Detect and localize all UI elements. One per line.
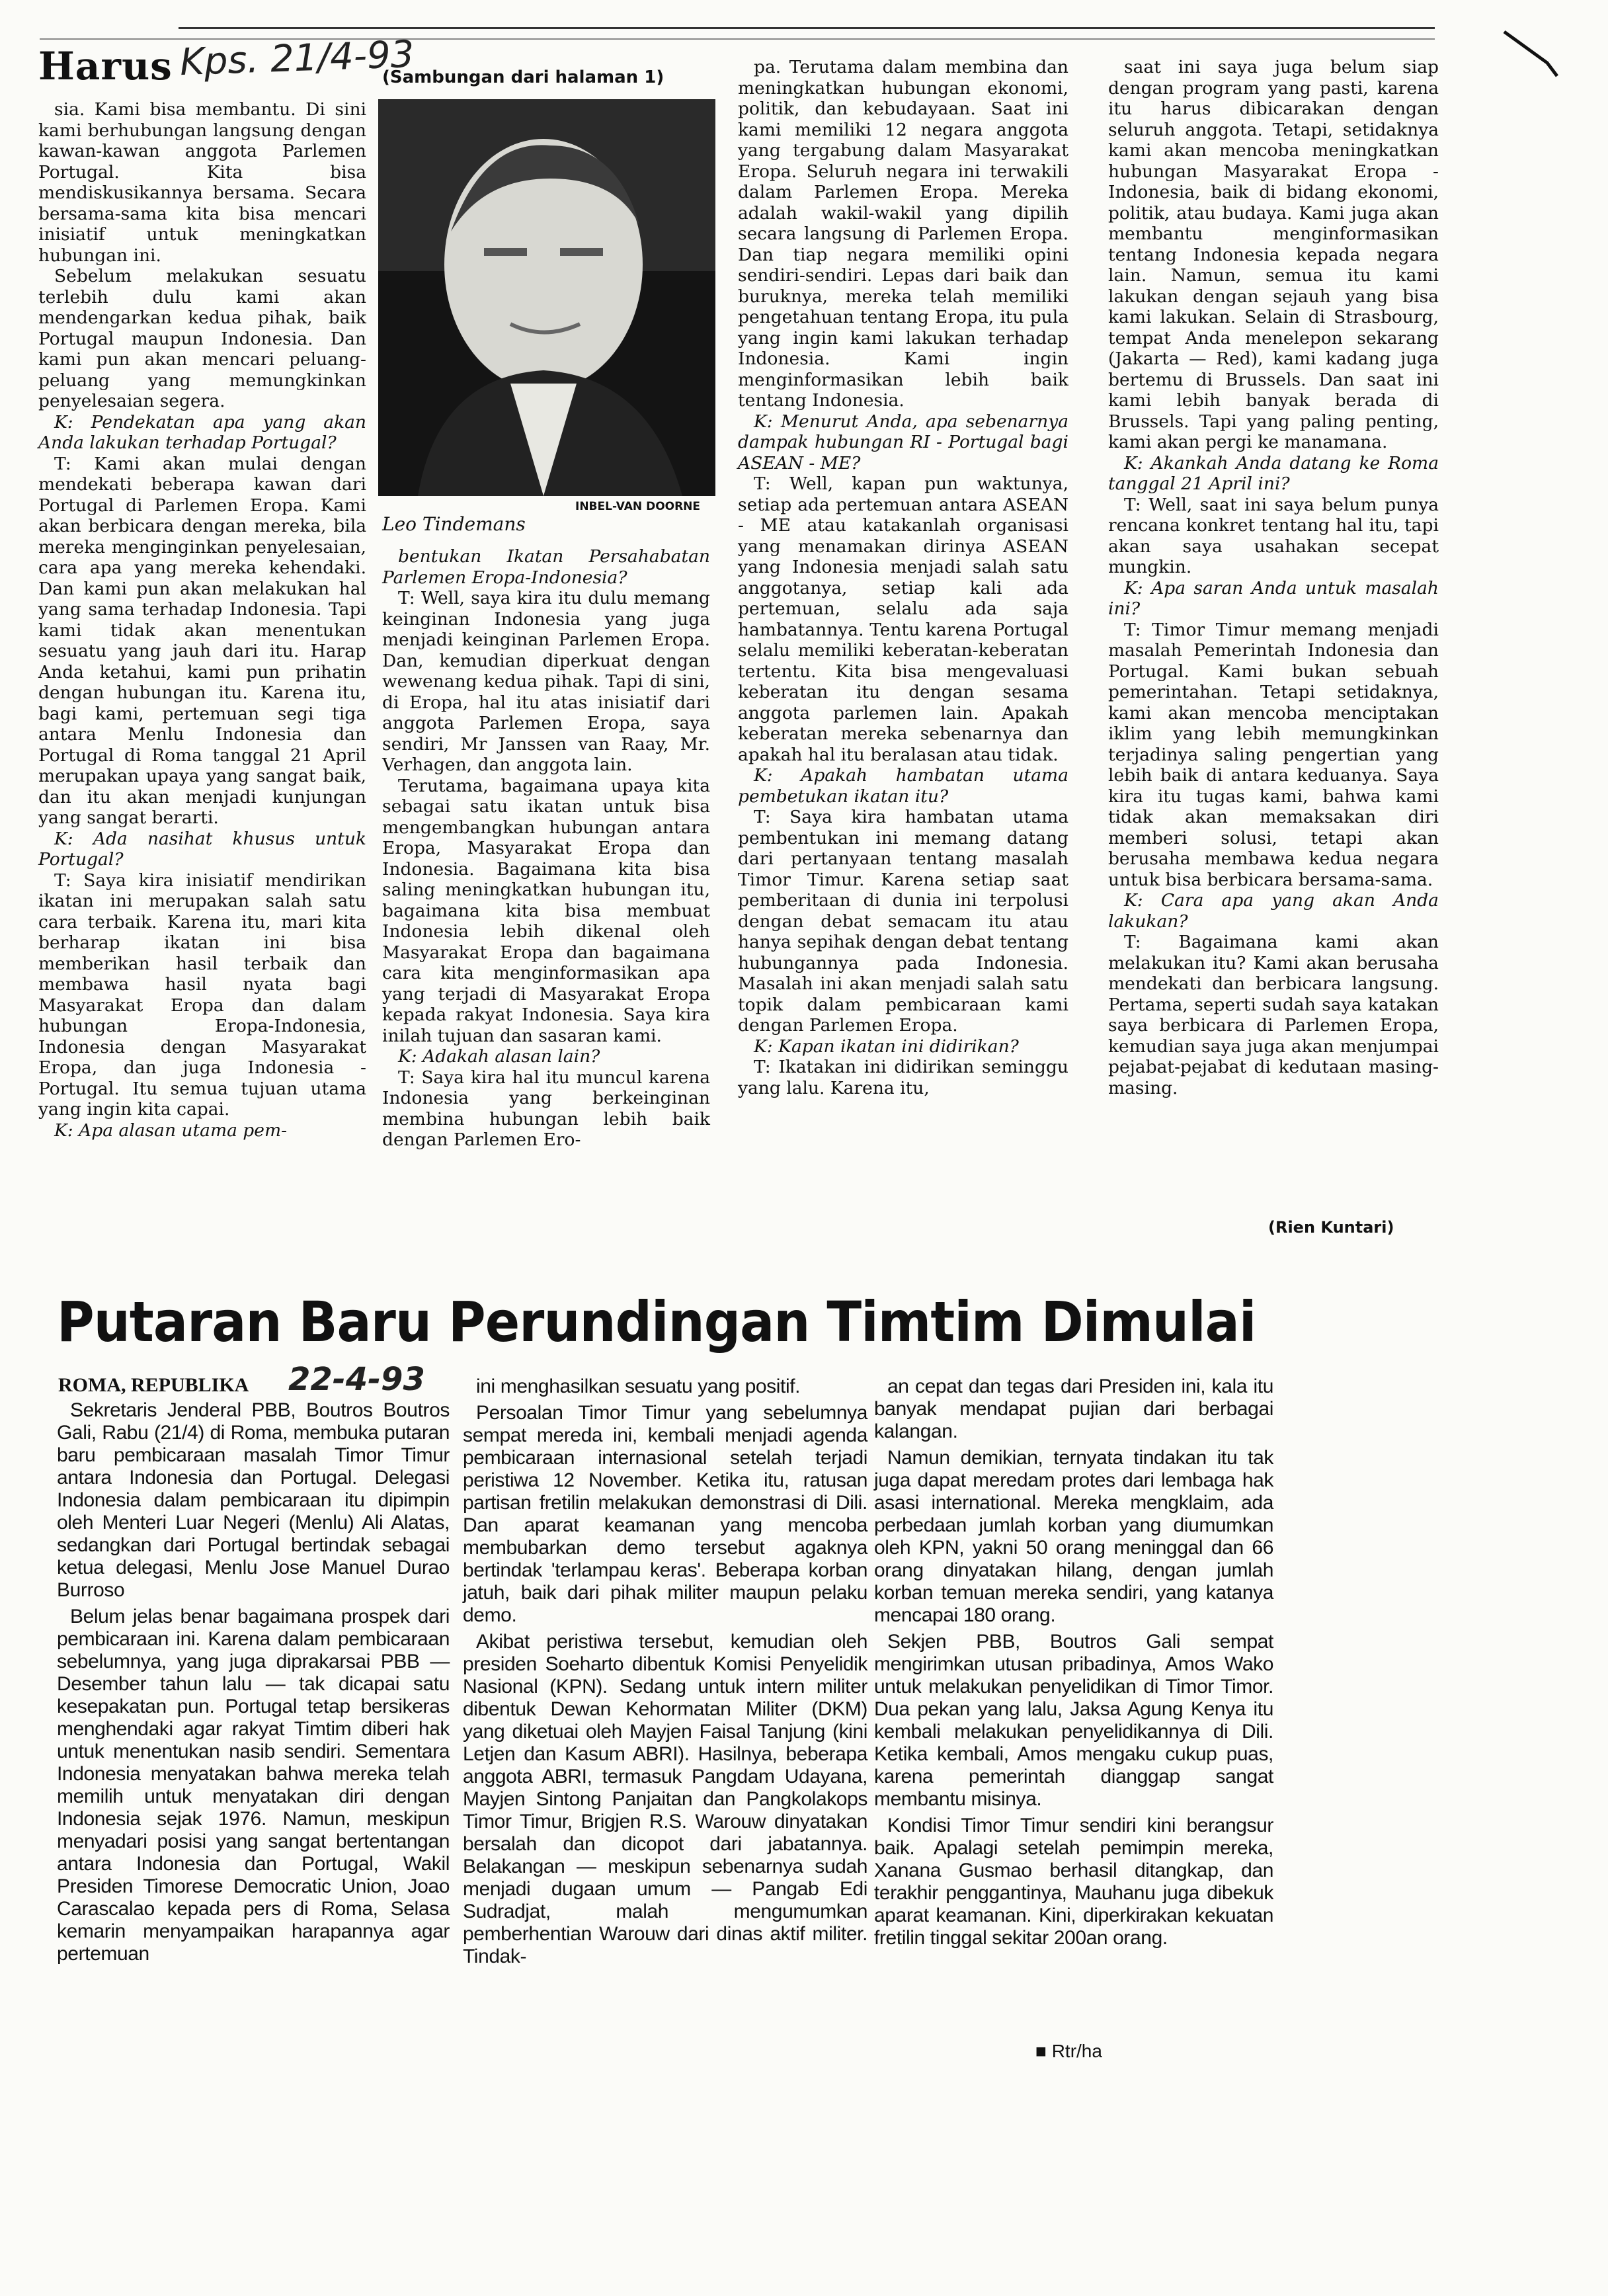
interview-question: K: Adakah alasan lain? (398, 1046, 600, 1067)
interview-question: K: Ada nasihat khusus untuk Portugal? (38, 828, 366, 870)
paragraph: pa. Terutama dalam membina dan meningkatkan hubungan ekonomi, politik, dan kebudayaan. Saat ini kami memiliki 12 negara anggota yang tergabung dalam Masyarakat Eropa. Seluruh negara ini terwakili dalam Parlemen Eropa. Mereka adalah wakil-wakil yang dipilih secara langsung di Parlemen Eropa. Dan tiap negara memiliki opini sendiri-sendiri. Lepas dari baik dan buruknya, mereka telah memiliki pengetahuan tentang Eropa, itu pula yang ingin kami lakukan terhadap Indonesia. Kami ingin menginformasikan lebih baik tentang Indonesia. (738, 57, 1068, 411)
interview-question: K: Apakah hambatan utama pembetukan ikatan itu? (738, 765, 1068, 807)
article-2-credit-line (1035, 2041, 1102, 2062)
paragraph: T: Kami akan mulai dengan mendekati beberapa kawan dari Portugal di Parlemen Eropa. Kami akan berbicara dengan mereka, bila mereka menginginkan penyelesaian, cara apa yang mereka kehendaki. Dan kami pun akan melakukan hal yang sama terhadap Indonesia. Tapi kami tidak akan menentukan sesuatu yang jauh dari itu. Harap Anda ketahui, kami pun prihatin dengan hubungan itu. Karena itu, bagi kami, pertemuan segi tiga antara Menlu Indonesia dan Portugal di Roma tanggal 21 April merupakan upaya yang sangat baik, dan itu akan menjadi kunjungan yang sangat berarti. (38, 453, 366, 828)
paragraph: ini menghasilkan sesuatu yang positif. (476, 1375, 801, 1397)
paragraph: an cepat dan tegas dari Presiden ini, kala itu banyak mendapat pujian dari berbagai kalangan. (874, 1375, 1273, 1442)
paragraph: sia. Kami bisa membantu. Di sini kami berhubungan langsung dengan kawan-kawan anggota Parlemen Portugal. Kita bisa mendiskusikannya bersama. Secara bersama-sama kita bisa mencari inisiatif untuk meningkatkan hubungan ini. (38, 99, 366, 266)
paragraph: T: Well, kapan pun waktunya, setiap ada pertemuan antara ASEAN - ME atau katakanlah organisasi yang menamakan dirinya ASEAN yang Indonesia menjadi salah satu anggotanya, setiap kali ada pertemuan, selalu ada saja hambatannya. Tentu karena Portugal selalu memiliki keberatan-keberatan tertentu. Kita bisa mengevaluasi keberatan itu dengan sesama anggota parlemen lain. Apakah keberatan mereka sebenarnya dan apakah hal itu beralasan atau tidak. (738, 473, 1068, 765)
paragraph: T: Saya kira hambatan utama pembentukan ini memang datang dari pertanyaan tentang masalah Timor Timur. Karena setiap saat pemberitaan di dunia ini terpolusi dengan debat semacam itu atau hanya sepihak dengan debat tentang hubungannya pada Indonesia. Masalah ini akan menjadi salah satu topik dalam pembicaraan kami dengan Parlemen Eropa. (738, 807, 1068, 1036)
interview-question: K: Cara apa yang akan Anda lakukan? (1108, 890, 1439, 932)
paragraph: Namun demikian, ternyata tindakan itu tak juga dapat meredam protes dari lembaga hak asasi international. Mereka mengklaim, ada perbedaan jumlah korban yang diumumkan oleh KPN, yakni 50 orang meninggal dan 66 orang dinyatakan hilang, dengan jumlah korban temuan mereka sendiri, yang katanya mencapai 180 orang. (874, 1447, 1273, 1626)
paragraph: Sebelum melakukan sesuatu terlebih dulu kami akan mendengarkan kedua pihak, baik Portugal maupun Indonesia. Dan kami pun akan mencari peluang-peluang yang memungkinkan penyelesaian segera. (38, 266, 366, 411)
interview-question: K: Pendekatan apa yang akan Anda lakukan terhadap Portugal? (38, 411, 366, 453)
article-2-column-1 (57, 1399, 450, 1969)
handwritten-source-note: Kps. 21/4-93 (179, 32, 415, 85)
continuation-note: (Sambungan dari halaman 1) (382, 67, 664, 87)
paragraph: Belum jelas benar bagaimana prospek dari pembicaraan ini. Karena dalam pembicaraan sebelumnya, yang juga diprakarsai PBB — Desember tahun lalu — tak dicapai satu kesepakatan pun. Portugal tetap bersikeras menghendaki agar rakyat Timtim diberi hak untuk menentukan nasib sendiri. Sementara Indonesia menyatakan bahwa mereka telah memilih untuk menyatakan diri dengan Indonesia sejak 1976. Namun, meskipun menyadari posisi yang sangat bertentangan antara Indonesia dan Portugal, Wakil Presiden Timorese Democratic Union, Joao Carascalao kepada pers di Roma, Selasa kemarin menyampaikan harapannya agar pertemuan (57, 1606, 450, 1965)
pen-mark (1501, 26, 1574, 79)
article-1-column-1 (38, 99, 366, 1141)
article-1-headline: Harus (38, 44, 173, 89)
interview-question: bentukan Ikatan Persahabatan Parlemen Eropa-Indonesia? (382, 546, 710, 588)
end-mark: ■ (1035, 2041, 1047, 2061)
paragraph: Persoalan Timor Timur yang sebelumnya sempat mereda ini, kembali menjadi agenda pembicaraan internasional setelah terjadi peristiwa 12 November. Ketika itu, ratusan partisan fretilin melakukan demonstrasi di Dili. Dan aparat keamanan yang mencoba membubarkan demo tersebut agaknya bertindak 'terlampau keras'. Beberapa korban jatuh, baik dari pihak militer maupun pelaku demo. (463, 1402, 867, 1626)
article-2-credit: Rtr/ha (1051, 2041, 1102, 2061)
interview-question: K: Menurut Anda, apa sebenarnya dampak hubungan RI - Portugal bagi ASEAN - ME? (738, 411, 1068, 473)
handwritten-date: 22-4-93 (288, 1361, 425, 1398)
article-1-column-4 (1108, 57, 1439, 1098)
article-1-column-3 (738, 57, 1068, 1098)
article-2-column-3 (874, 1375, 1273, 1953)
top-rule (179, 27, 1435, 29)
paragraph: T: Bagaimana kami akan melakukan itu? Kami akan berusaha mendekati dan berbicara langsung. Pertama, seperti sudah saya katakan saya berbicara di Parlemen Eropa, kemudian saya juga akan menjumpai pejabat-pejabat di kedutaan masing-masing. (1108, 932, 1439, 1098)
article-1-column-2 (382, 546, 710, 1151)
paragraph: T: Saya kira inisiatif mendirikan ikatan ini merupakan salah satu cara terbaik. Karena itu, mari kita berharap ikatan ini bisa memberikan hasil terbaik dan membawa hasil nyata bagi Masyarakat Eropa dan dalam hubungan Eropa-Indonesia, Indonesia dengan Masyarakat Eropa, dan juga Indonesia - Portugal. Itu semua tujuan utama yang ingin kita capai. (38, 870, 366, 1120)
paragraph: Sekretaris Jenderal PBB, Boutros Boutros Gali, Rabu (21/4) di Roma, membuka putaran baru pembicaraan masalah Timor Timur antara Indonesia dan Portugal. Delegasi Indonesia dalam pembicaraan itu dipimpin oleh Menteri Luar Negeri (Menlu) Ali Alatas, sedangkan dari Portugal bertindak sebagai ketua delegasi, Menlu Jose Manuel Durao Burroso (57, 1399, 450, 1601)
paragraph: T: Saya kira hal itu muncul karena Indonesia yang berkeinginan membina hubungan lebih baik dengan Parlemen Ero- (382, 1067, 710, 1150)
paragraph: T: Timor Timur memang menjadi masalah Pemerintah Indonesia dan Portugal. Kami bukan sebuah pemerintahan. Tetapi setidaknya, kami akan mencoba menciptakan iklim yang lebih memungkinkan terjadinya saling pengertian yang lebih baik di antara keduanya. Saya kira itu tugas kami, bahwa kami tidak akan memaksakan diri memberi solusi, tetapi akan berusaha membawa kedua negara untuk bisa berbicara bersama-sama. (1108, 619, 1439, 890)
portrait-illustration (378, 99, 715, 496)
photo-caption: Leo Tindemans (382, 513, 526, 535)
paragraph: Akibat peristiwa tersebut, kemudian oleh presiden Soeharto dibentuk Komisi Penyelidik Nasional (KPN). Sedang untuk intern militer dibentuk Dewan Kehormatan Militer (DKM) yang diketuai oleh Mayjen Faisal Tanjung (kini Letjen dan Kasum ABRI). Hasilnya, beberapa anggota ABRI, termasuk Pangdam Udayana, Mayjen Sintong Panjaitan dan Pangkolakops Timor Timur, Brigjen R.S. Warouw dinyatakan bersalah dan dicopot dari jabatannya. Belakangan — meskipun sebenarnya sudah menjadi dugaan umum — Pangab Edi Sudradjat, malah mengumumkan pemberhentian Warouw dari dinas aktif militer. Tindak- (463, 1631, 867, 1967)
interview-question: K: Apa saran Anda untuk masalah ini? (1108, 577, 1439, 619)
interview-question: K: Akankah Anda datang ke Roma tanggal 21 April ini? (1108, 452, 1439, 494)
paragraph: Kondisi Timor Timur sendiri kini berangsur baik. Apalagi setelah pemimpin mereka, Xanana Gusmao berhasil ditangkap, dan terakhir penggantinya, Mauhanu juga dibekuk aparat keamanan. Kini, diperkirakan kekuatan fretilin tinggal sekitar 200an orang. (874, 1815, 1273, 1949)
photo-credit: INBEL-VAN DOORNE (575, 500, 701, 513)
article-1-byline: (Rien Kuntari) (1268, 1218, 1394, 1237)
article-2-column-2 (463, 1375, 867, 1972)
portrait-photo (378, 99, 715, 496)
paragraph: T: Well, saya kira itu dulu memang keinginan Indonesia yang juga menjadi keinginan Parlemen Eropa. Dan, kemudian diperkuat dengan wewenang kedua pihak. Tapi di sini, di Eropa, hal itu atas inisiatif dari anggota Parlemen Eropa, saya sendiri, Mr Janssen van Raay, Mr. Verhagen, dan anggota lain. (382, 588, 710, 775)
paragraph: saat ini saya juga belum siap dengan program yang pasti, karena itu harus dibicarakan dengan seluruh anggota. Tetapi, setidaknya kami akan mencoba meningkatkan hubungan Masyarakat Eropa - Indonesia, baik di bidang ekonomi, politik, atau budaya. Kami juga akan membantu menginformasikan tentang Indonesia kepada negara lain. Namun, semua itu kami lakukan dengan sejauh yang bisa kami lakukan. Selain di Strasbourg, tempat Anda menelepon sekarang (Jakarta — Red), kami kadang juga bertemu di Brussels. Dan saat ini kami lebih banyak berada di Brussels. Tapi yang paling penting, kami akan pergi ke manamana. (1108, 57, 1439, 452)
article-2-dateline: ROMA, REPUBLIKA (58, 1374, 249, 1396)
interview-question: K: Apa alasan utama pem- (54, 1120, 288, 1141)
paragraph: Sekjen PBB, Boutros Gali sempat mengirimkan utusan pribadinya, Amos Wako untuk melakukan penyelidikan di Timor Timor. Dua pekan yang lalu, Jaksa Agung Kenya itu kembali melakukan penyelidikannya di Dili. Ketika kembali, Amos mengaku cukup puas, karena pemerintah dianggap sangat membantu misinya. (874, 1631, 1273, 1810)
paragraph: Terutama, bagaimana upaya kita sebagai satu ikatan untuk bisa mengembangkan hubungan antara Eropa, Masyarakat Eropa dan Indonesia. Bagaimana kita bisa saling meningkatkan hubungan itu, bagaimana kita bisa membuat Indonesia lebih dikenal oleh Masyarakat Eropa dan bagaimana cara kita menginformasikan apa yang terjadi di Masyarakat Eropa kepada rakyat Indonesia. Saya kira inilah tujuan dan sasaran kami. (382, 775, 710, 1046)
paragraph: T: Ikatakan ini didirikan seminggu yang lalu. Karena itu, (738, 1057, 1068, 1098)
article-2-headline: Putaran Baru Perundingan Timtim Dimulai (57, 1290, 1256, 1354)
interview-question: K: Kapan ikatan ini didirikan? (754, 1036, 1019, 1057)
paragraph: T: Well, saat ini saya belum punya rencana konkret tentang hal itu, tapi akan saya usahakan secepat mungkin. (1108, 494, 1439, 577)
